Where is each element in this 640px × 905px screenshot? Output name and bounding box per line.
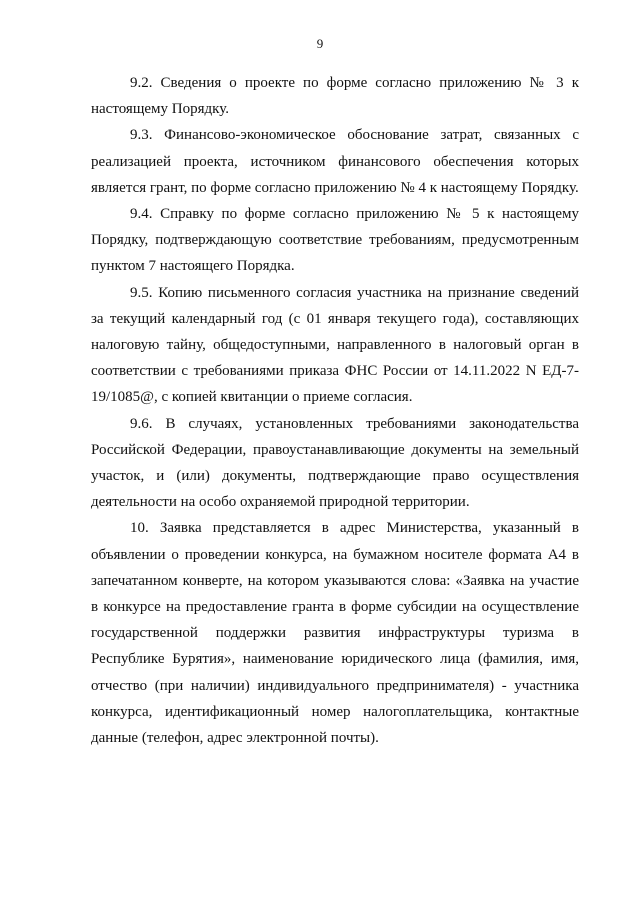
paragraph-9-5: 9.5. Копию письменного согласия участника на признание сведений за текущий календарный год (с 01 января текущего года), составляющих налоговую тайну, общедоступными, направленного в налоговый орган в соответствии с требованиями приказа ФНС России от 14.11.2022 N ЕД-7-19/1085@, с копией квитанции о приеме согласия. [91,284,579,406]
paragraph-9-2: 9.2. Сведения о проекте по форме согласно приложению № 3 к настоящему Порядку. [91,75,579,118]
page-number: 9 [316,36,324,51]
paragraph-9-3: 9.3. Финансово-экономическое обоснование затрат, связанных с реализацией проекта, источником финансового обеспечения которых является грант, по форме согласно приложению № 4 к настоящему Порядку. [91,127,579,196]
document-body [91,70,579,751]
paragraph-9-4: 9.4. Справку по форме согласно приложению № 5 к настоящему Порядку, подтверждающую соответствие требованиям, предусмотренным пунктом 7 настоящего Порядка. [91,206,579,275]
paragraph-9-6: 9.6. В случаях, установленных требованиями законодательства Российской Федерации, правоустанавливающие документы на земельный участок, и (или) документы, подтверждающие право осуществления деятельности на особо охраняемой природной территории. [91,415,579,511]
paragraph-10: 10. Заявка представляется в адрес Министерства, указанный в объявлении о проведении конкурса, на бумажном носителе формата А4 в запечатанном конверте, на котором указываются слова: «Заявка на участие в конкурсе на предоставление гранта в форме субсидии на осуществление государственной поддержки развития инфраструктуры туризма в Республике Бурятия», наименование юридического лица (фамилия, имя, отчество (при наличии) индивидуального предпринимателя) - участника конкурса, идентификационный номер налогоплательщика, контактные данные (телефон, адрес электронной почты). [91,520,579,747]
